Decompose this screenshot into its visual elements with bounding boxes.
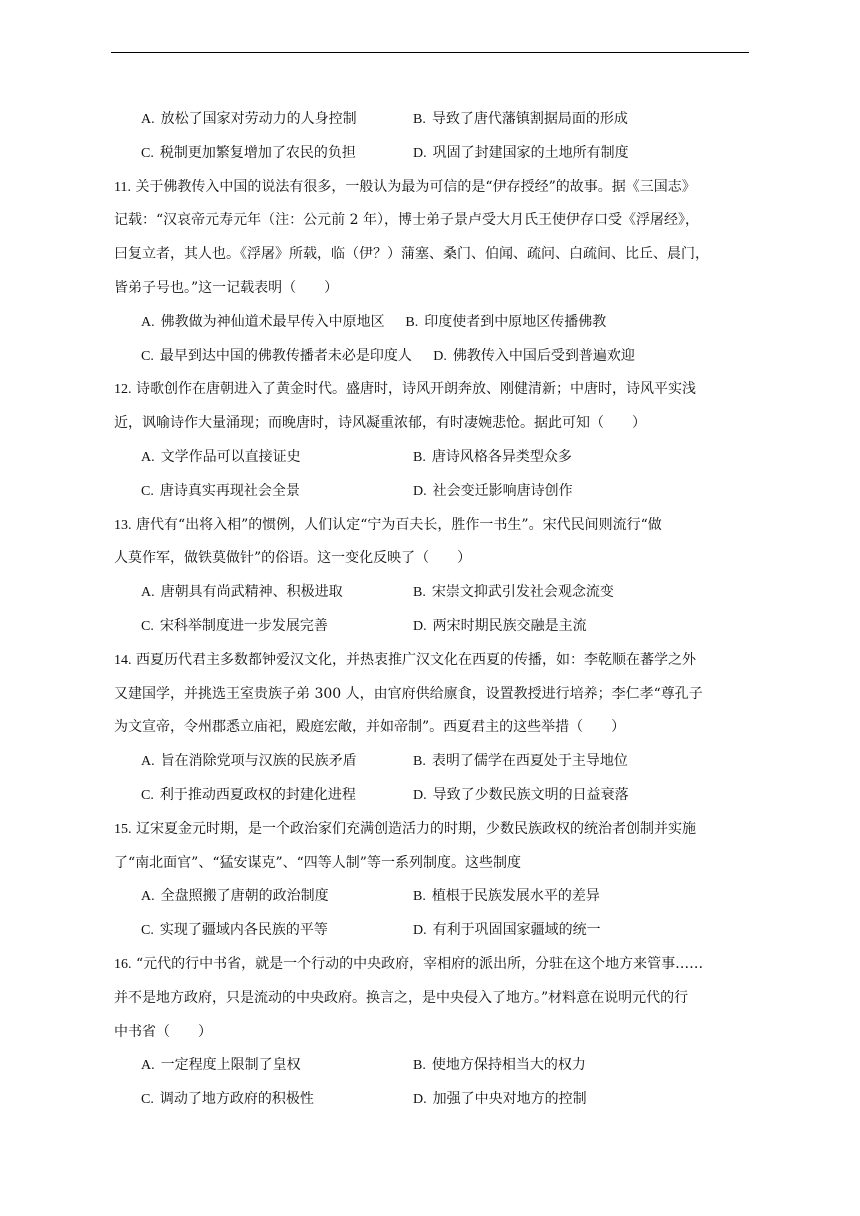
q16-stem-line-3: 中书省（ ） (114, 1023, 212, 1040)
q14-option-b[interactable]: B. 表明了儒学在西夏处于主导地位 (413, 753, 628, 770)
q10-options-row-2 (114, 137, 754, 171)
q15-option-d[interactable]: D. 有利于巩固国家疆域的统一 (413, 922, 601, 939)
q14-options-row-1 (114, 745, 754, 779)
q13-options-row-2 (114, 610, 754, 644)
q12-option-d[interactable]: D. 社会变迁影响唐诗创作 (413, 482, 573, 499)
q14-stem-line-3: 为文宣帝，令州郡悉立庙祀，殿庭宏敞，并如帝制”。西夏君主的这些举措（ ） (114, 719, 626, 736)
q15-stem-line-1: 15. 辽宋夏金元时期，是一个政治家们充满创造活力的时期，少数民族政权的统治者创制并实施 (114, 820, 696, 837)
q11-stem-line-2: 记载：“汉哀帝元寿元年（注：公元前 2 年），博士弟子景卢受大月氏王使伊存口受《浮屠经》， (114, 212, 699, 229)
q11-option-a[interactable]: A. 佛教做为神仙道术最早传入中原地区 (141, 313, 385, 330)
q11-option-c[interactable]: C. 最早到达中国的佛教传播者未必是印度人 (141, 347, 412, 364)
q11-option-d[interactable]: D. 佛教传入中国后受到普遍欢迎 (433, 347, 635, 364)
q12-option-c[interactable]: C. 唐诗真实再现社会全景 (141, 482, 300, 499)
question-13 (114, 509, 754, 644)
q13-option-c[interactable]: C. 宋科举制度进一步发展完善 (141, 617, 328, 634)
q12-options-row-1 (114, 441, 754, 475)
q13-stem-line-1: 13. 唐代有“出将入相”的惯例，人们认定“宁为百夫长，胜作一书生”。宋代民间则流行“做 (114, 516, 662, 533)
q11-option-b[interactable]: B. 印度使者到中原地区传播佛教 (405, 313, 607, 330)
question-16 (114, 948, 754, 1117)
q13-option-b[interactable]: B. 宋崇文抑武引发社会观念流变 (413, 584, 614, 601)
q12-stem-line-2: 近，讽喻诗作大量涌现；而晚唐时，诗风凝重浓郁，有时凄婉悲怆。据此可知（ ） (114, 415, 646, 432)
q10-options-row-1 (114, 103, 754, 137)
q12-stem-line-1: 12. 诗歌创作在唐朝进入了黄金时代。盛唐时，诗风开朗奔放、刚健清新；中唐时，诗风平实浅 (114, 381, 696, 398)
q14-option-c[interactable]: C. 利于推动西夏政权的封建化进程 (141, 786, 356, 803)
q16-stem-line-2: 并不是地方政府，只是流动的中央政府。换言之，是中央侵入了地方。”材料意在说明元代的行 (114, 989, 689, 1006)
q11-stem-line-3: 曰复立者，其人也。《浮屠》所载，临（伊？）蒲塞、桑门、伯闻、疏问、白疏间、比丘、晨门， (114, 246, 709, 263)
q16-options-row-2 (114, 1083, 754, 1117)
q10-option-a[interactable]: A. 放松了国家对劳动力的人身控制 (141, 111, 357, 127)
q10-option-c[interactable]: C. 税制更加繁复增加了农民的负担 (141, 144, 356, 161)
q11-stem-line-4: 皆弟子号也。”这一记载表明（ ） (114, 279, 339, 296)
q12-option-a[interactable]: A. 文学作品可以直接证史 (141, 448, 301, 465)
question-list (114, 103, 754, 1117)
q16-option-d[interactable]: D. 加强了中央对地方的控制 (413, 1091, 587, 1108)
q15-options-row-2 (114, 914, 754, 948)
q11-options-row-1 (114, 306, 754, 340)
q16-stem-line-1: 16. “元代的行中书省，就是一个行动的中央政府，宰相府的派出所，分驻在这个地方来管事…… (114, 955, 704, 972)
q13-option-d[interactable]: D. 两宋时期民族交融是主流 (413, 617, 587, 634)
q14-stem-line-2: 又建国学，并挑选王室贵族子弟 300 人，由官府供给廪食，设置教授进行培养；李仁孝“尊孔子 (114, 685, 703, 702)
q16-option-c[interactable]: C. 调动了地方政府的积极性 (141, 1091, 314, 1108)
q11-options-row-2 (114, 340, 754, 374)
question-11 (114, 171, 754, 374)
q12-option-b[interactable]: B. 唐诗风格各异类型众多 (413, 448, 572, 465)
q15-option-b[interactable]: B. 植根于民族发展水平的差异 (413, 888, 600, 905)
q16-option-a[interactable]: A. 一定程度上限制了皇权 (141, 1057, 301, 1074)
question-14 (114, 644, 754, 813)
q10-option-d[interactable]: D. 巩固了封建国家的土地所有制度 (413, 144, 629, 161)
q10-option-b[interactable]: B. 导致了唐代藩镇割据局面的形成 (413, 111, 628, 127)
q14-options-row-2 (114, 779, 754, 813)
q15-option-a[interactable]: A. 全盘照搬了唐朝的政治制度 (141, 888, 329, 905)
question-15 (114, 813, 754, 948)
question-12 (114, 373, 754, 508)
q14-stem-line-1: 14. 西夏历代君主多数都钟爱汉文化，并热衷推广汉文化在西夏的传播，如：李乾顺在蕃学之外 (114, 651, 696, 668)
q13-option-a[interactable]: A. 唐朝具有尚武精神、积极进取 (141, 584, 343, 601)
q15-stem-line-2: 了“南北面官”、“猛安谋克”、“四等人制”等一系列制度。这些制度 (114, 854, 521, 871)
q11-stem-line-1: 11. 关于佛教传入中国的说法有很多，一般认为最为可信的是“伊存授经”的故事。据《三国志》 (114, 178, 696, 195)
q13-options-row-1 (114, 576, 754, 610)
q12-options-row-2 (114, 475, 754, 509)
q16-options-row-1 (114, 1049, 754, 1083)
q16-option-b[interactable]: B. 使地方保持相当大的权力 (413, 1057, 586, 1074)
q15-options-row-1 (114, 880, 754, 914)
q14-option-d[interactable]: D. 导致了少数民族文明的日益衰落 (413, 786, 629, 803)
q15-option-c[interactable]: C. 实现了疆域内各民族的平等 (141, 922, 328, 939)
q13-stem-line-2: 人莫作军，做铁莫做针”的俗语。这一变化反映了（ ） (114, 550, 472, 567)
q14-option-a[interactable]: A. 旨在消除党项与汉族的民族矛盾 (141, 753, 357, 770)
header-rule (111, 52, 749, 53)
